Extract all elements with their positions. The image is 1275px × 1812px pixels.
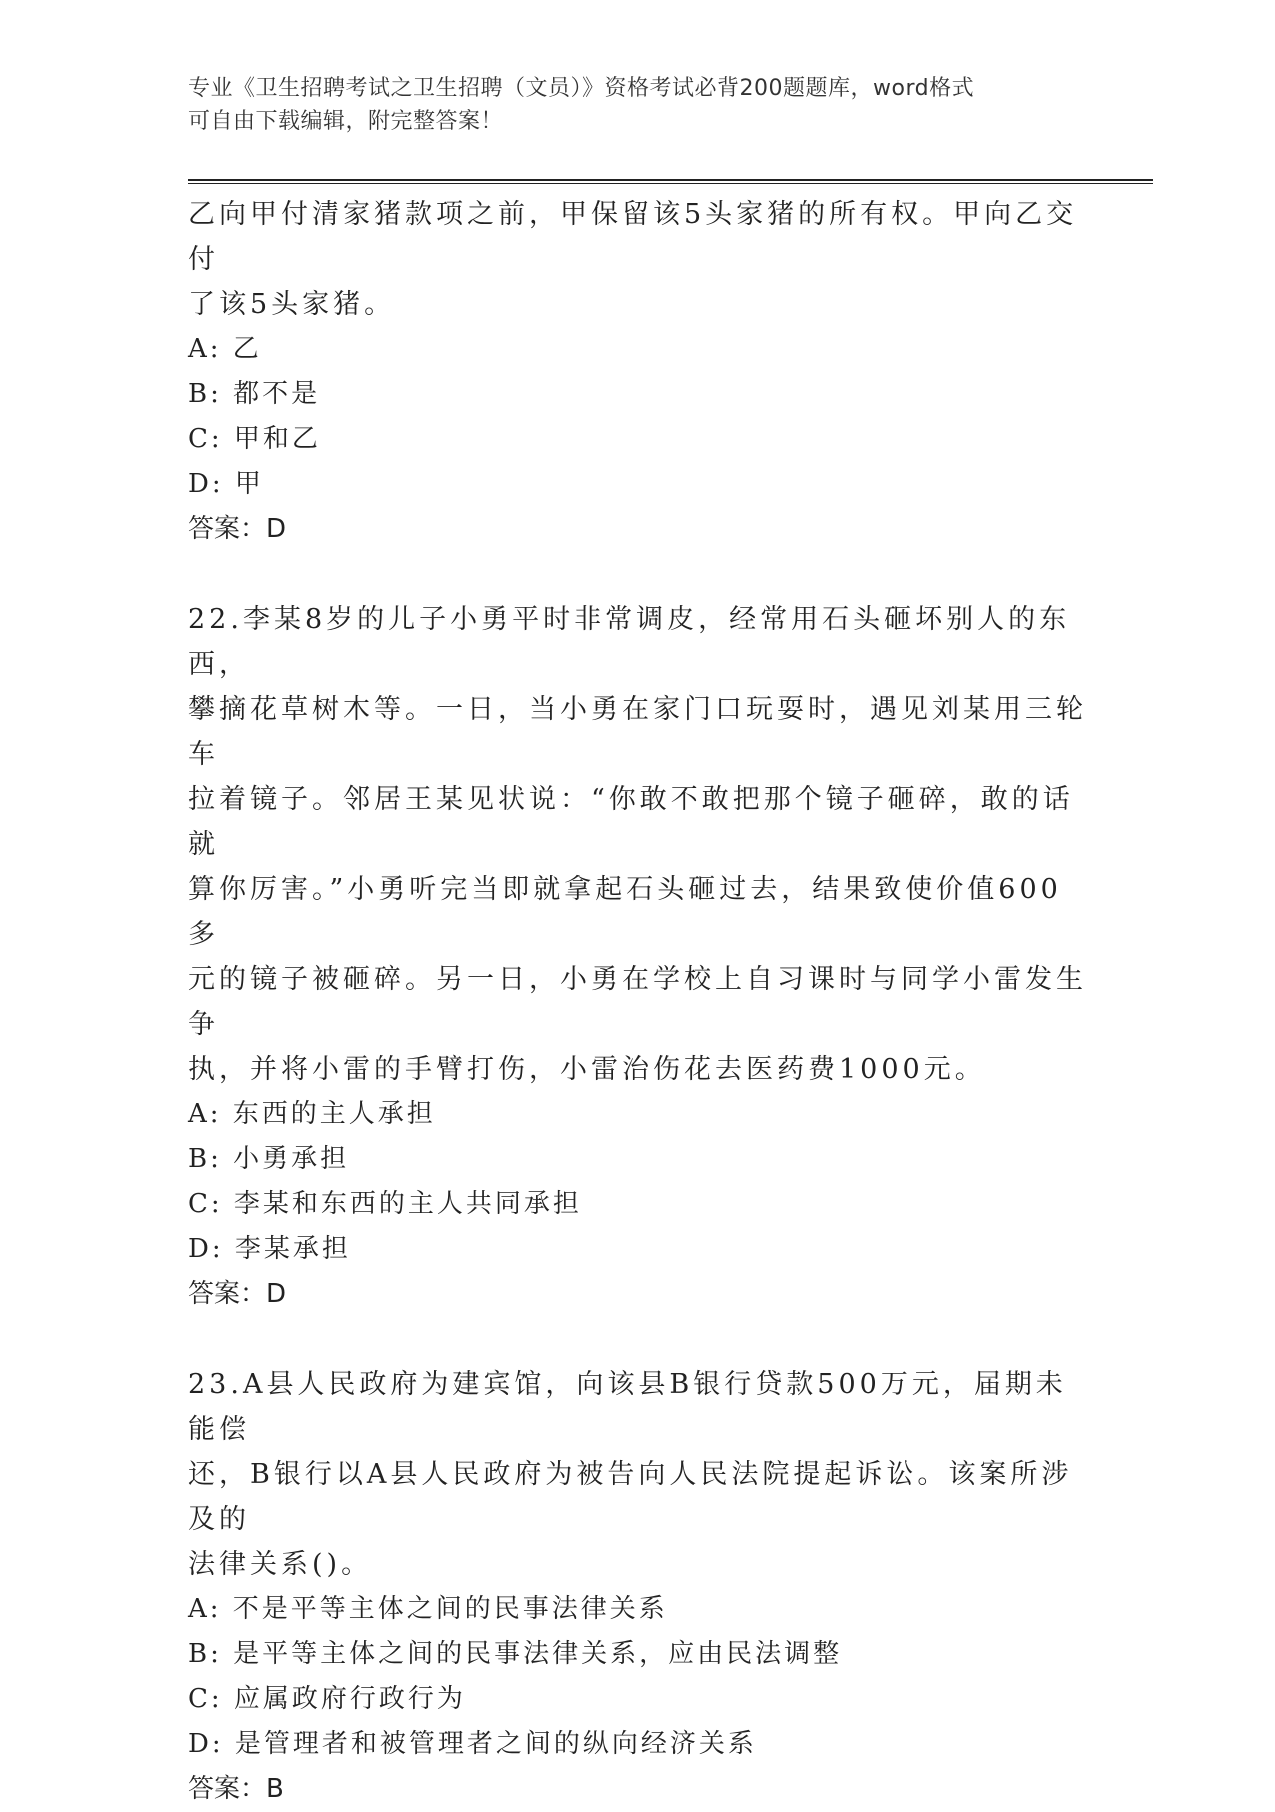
header-line-1: 专业《卫生招聘考试之卫生招聘（文员）》资格考试必背200题题库，word格式 [188,76,975,101]
header-rule-thin [188,183,1153,184]
option-b: B: 小勇承担 [188,1144,350,1174]
option-c: C: 李某和东西的主人共同承担 [188,1189,582,1219]
option-a: A: 不是平等主体之间的民事法律关系 [188,1594,668,1624]
question-text-line: 攀摘花草树木等。一日，当小勇在家门口玩耍时，遇见刘某用三轮车 [188,694,1087,770]
option-d: D: 是管理者和被管理者之间的纵向经济关系 [188,1729,757,1759]
question-text-line: 执，并将小雷的手臂打伤，小雷治伤花去医药费1000元。 [188,1054,986,1085]
answer-line: 答案：D [188,1279,287,1309]
question-text-line: 23.A县人民政府为建宾馆，向该县B银行贷款500万元，届期未能偿 [188,1369,1067,1445]
question-text-line: 22.李某8岁的儿子小勇平时非常调皮，经常用石头砸坏别人的东西， [188,604,1071,680]
question-22 [188,597,1088,1317]
document-body [188,192,1088,1812]
question-text-line: 了该5头家猪。 [188,289,396,320]
spacer [188,1317,1088,1362]
question-text-line: 元的镜子被砸碎。另一日，小勇在学校上自习课时与同学小雷发生争 [188,964,1087,1040]
question-text-line: 乙向甲付清家猪款项之前，甲保留该5头家猪的所有权。甲向乙交付 [188,199,1078,275]
question-text-line: 拉着镜子。邻居王某见状说：“你敢不敢把那个镜子砸碎，敢的话就 [188,784,1074,860]
document-header [188,72,1068,138]
header-rule-thick [188,179,1153,181]
option-d: D: 李某承担 [188,1234,351,1264]
option-a: A: 乙 [188,334,262,364]
option-b: B: 都不是 [188,379,321,409]
question-23 [188,1362,1088,1812]
option-d: D: 甲 [188,469,264,499]
option-a: A: 东西的主人承担 [188,1099,436,1129]
option-c: C: 甲和乙 [188,424,321,454]
question-text-line: 算你厉害。”小勇听完当即就拿起石头砸过去，结果致使价值600多 [188,874,1062,950]
spacer [188,552,1088,597]
question-text-line: 法律关系()。 [188,1549,373,1580]
option-b: B: 是平等主体之间的民事法律关系，应由民法调整 [188,1639,843,1669]
answer-line: 答案：D [188,514,287,544]
header-line-2: 可自由下载编辑，附完整答案！ [188,109,504,134]
question-21 [188,192,1088,552]
answer-line: 答案：B [188,1774,284,1804]
option-c: C: 应属政府行政行为 [188,1684,466,1714]
question-text-line: 还，B银行以A县人民政府为被告向人民法院提起诉讼。该案所涉及的 [188,1459,1073,1535]
